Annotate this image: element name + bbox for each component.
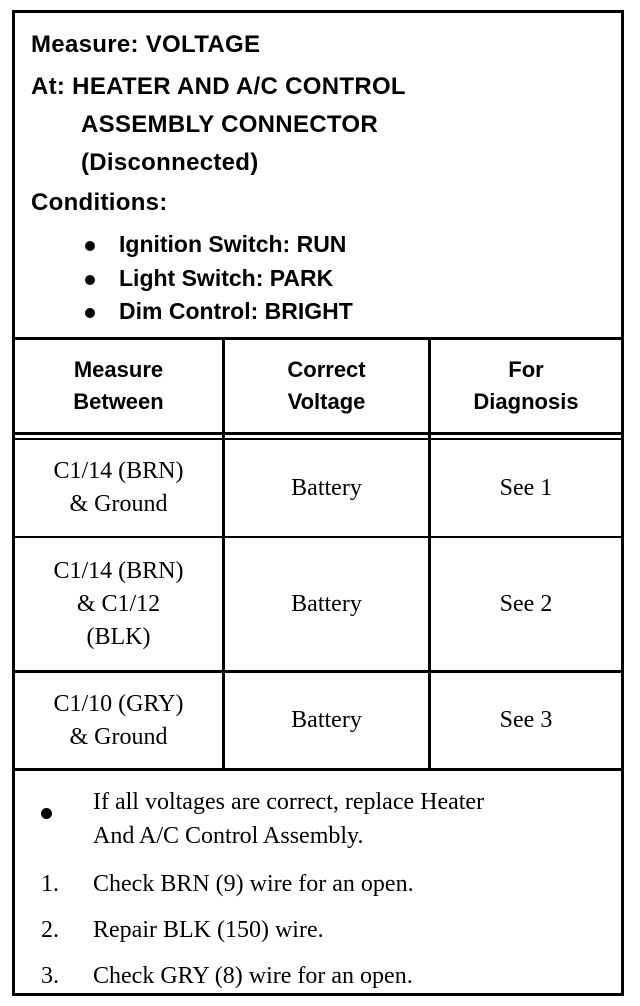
note-number: 2. (41, 917, 59, 943)
cell-line: C1/10 (GRY) (53, 690, 184, 717)
condition-item (85, 231, 346, 258)
bullet-icon (85, 308, 95, 318)
note-number: 3. (41, 963, 59, 989)
bullet-icon (85, 241, 95, 251)
note-text: If all voltages are correct, replace Heater (93, 789, 485, 815)
column-header-line: Correct (287, 357, 366, 382)
column-header-divider-top (15, 432, 621, 435)
column-header-correct-voltage (225, 340, 428, 432)
cell-line: C1/14 (BRN) (53, 458, 184, 484)
bullet-icon (85, 275, 95, 285)
diagnostic-chart (12, 10, 624, 996)
condition-item (85, 298, 353, 325)
bullet-icon (41, 799, 52, 826)
note-number: 1. (41, 871, 59, 897)
condition-text: Dim Control: BRIGHT (119, 298, 353, 324)
note-bullet (41, 789, 611, 859)
cell-line: (BLK) (86, 623, 151, 650)
note-text: And A/C Control Assembly. (93, 823, 364, 849)
note-item (41, 963, 611, 995)
column-header-line: Voltage (287, 389, 366, 414)
diagnosis-notes (15, 773, 621, 993)
column-header-line: Between (73, 389, 164, 414)
cell-line: & Ground (69, 491, 168, 517)
cell-line: & C1/12 (76, 590, 161, 617)
condition-text: Light Switch: PARK (119, 265, 334, 291)
measure-line: Measure: VOLTAGE (31, 31, 261, 58)
note-text: Repair BLK (150) wire. (93, 917, 324, 943)
note-item (41, 917, 611, 949)
column-header-line: For (508, 357, 544, 382)
table-cell-diagnosis: See 2 (499, 590, 553, 617)
table-cell-measure (15, 440, 222, 536)
table-cell-voltage: Battery (291, 474, 362, 501)
note-item (41, 871, 611, 903)
table-cell-measure (15, 673, 222, 768)
column-header-measure-between (15, 340, 222, 432)
table-cell-diagnosis: See 3 (499, 707, 553, 733)
at-line-1: At: HEATER AND A/C CONTROL (31, 73, 406, 100)
at-line-3: (Disconnected) (81, 149, 259, 176)
conditions-label: Conditions: (31, 189, 168, 216)
measurement-header (15, 13, 621, 339)
table-bottom-divider (15, 768, 621, 771)
cell-line: C1/14 (BRN) (53, 557, 184, 584)
table-cell-diagnosis: See 1 (499, 474, 553, 501)
note-text: Check GRY (8) wire for an open. (93, 963, 413, 989)
condition-text: Ignition Switch: RUN (119, 231, 347, 257)
note-text: Check BRN (9) wire for an open. (93, 871, 414, 897)
condition-item (85, 265, 333, 292)
column-header-line: Measure (73, 357, 164, 382)
cell-line: & Ground (69, 723, 168, 750)
table-cell-voltage: Battery (291, 590, 362, 617)
at-line-2: ASSEMBLY CONNECTOR (81, 111, 379, 138)
table-cell-measure (15, 538, 222, 670)
column-header-line: Diagnosis (473, 389, 579, 414)
column-header-for-diagnosis (431, 340, 621, 432)
table-cell-voltage: Battery (291, 707, 362, 733)
